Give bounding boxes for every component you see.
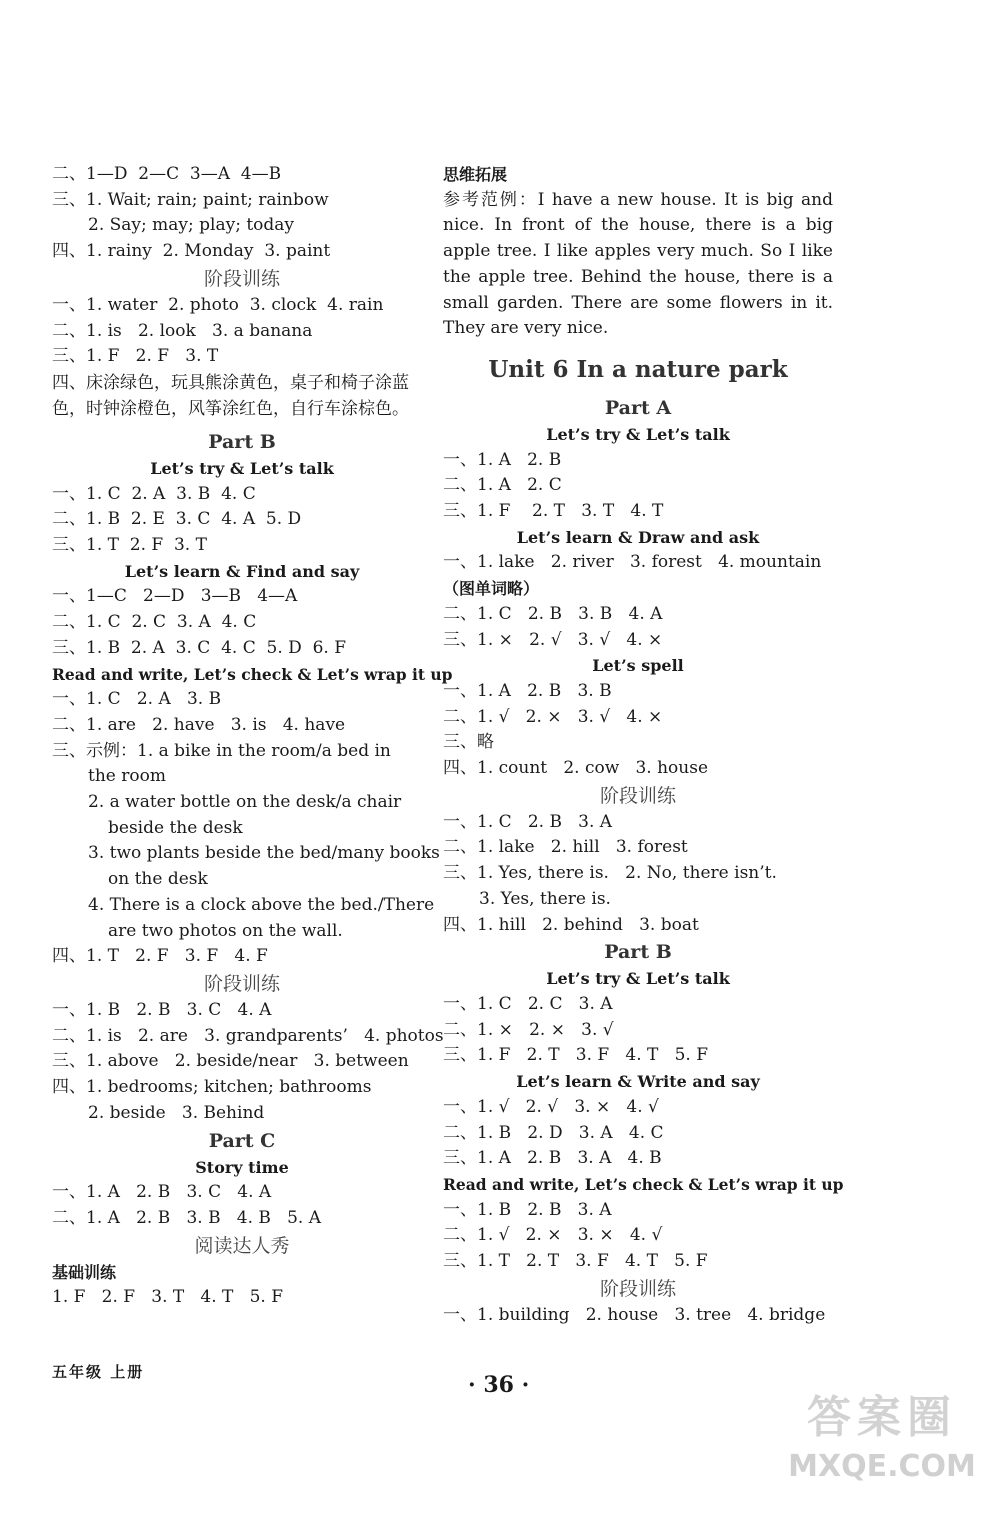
answer-line: 二、1. B 2. D 3. A 4. C xyxy=(443,1122,664,1143)
answer-line: 四、1. bedrooms; kitchen; bathrooms xyxy=(52,1077,372,1098)
answer-line: beside the desk xyxy=(108,817,243,838)
answer-line: 四、1. hill 2. behind 3. boat xyxy=(443,914,699,935)
answer-line: 二、1. A 2. C xyxy=(443,475,562,496)
answer-line: on the desk xyxy=(108,869,208,890)
answer-line: 三、1. F 2. T 3. T 4. T xyxy=(443,501,664,522)
section-heading: Let’s spell xyxy=(592,656,684,676)
grade-label: 五年级 上册 xyxy=(52,1363,145,1381)
answer-line: 三、示例：1. a bike in the room/a bed in xyxy=(52,740,391,761)
answer-line: 三、1. T 2. F 3. T xyxy=(52,535,207,556)
section-heading: Let’s learn & Find and say xyxy=(124,561,360,581)
coloring-answer: 四、床涂绿色，玩具熊涂黄色，桌子和椅子涂蓝色，时钟涂橙色，风筝涂红色，自行车涂棕色。 xyxy=(52,372,409,419)
answer-line: 二、1. lake 2. hill 3. forest xyxy=(443,837,688,858)
right-column xyxy=(443,162,844,1328)
answer-line: 四、1. count 2. cow 3. house xyxy=(443,758,709,779)
answer-line: the room xyxy=(88,766,166,787)
answer-line: 一、1. A 2. B 3. C 4. A xyxy=(52,1182,272,1203)
stage-training-heading: 阶段训练 xyxy=(599,784,676,807)
answer-line: 4. There is a clock above the bed./There xyxy=(88,894,435,915)
part-heading: Part C xyxy=(208,1129,276,1152)
reading-heading: 阅读达人秀 xyxy=(194,1234,290,1257)
answer-line: （图单词略） xyxy=(443,579,540,599)
watermark-url: MXQE.COM xyxy=(788,1449,976,1484)
answer-line: 二、1. are 2. have 3. is 4. have xyxy=(52,714,346,735)
thinking-extension-label: 思维拓展 xyxy=(443,165,508,184)
answer-line: 3. Yes, there is. xyxy=(479,888,611,909)
stage-training-heading: 阶段训练 xyxy=(203,972,280,995)
answer-line: 一、1. C 2. C 3. A xyxy=(443,993,613,1014)
stage-training-heading: 阶段训练 xyxy=(203,267,280,290)
answer-line: 二、1. C 2. C 3. A 4. C xyxy=(52,612,257,633)
answer-line: 2. beside 3. Behind xyxy=(88,1102,265,1123)
answer-line: 一、1. √ 2. √ 3. × 4. √ xyxy=(443,1096,659,1117)
answer-line: 二、1. B 2. E 3. C 4. A 5. D xyxy=(52,509,302,530)
section-heading: Read and write, Let’s check & Let’s wrap it up xyxy=(443,1174,844,1194)
answer-line: 一、1. building 2. house 3. tree 4. bridge xyxy=(443,1304,826,1325)
answer-line: 一、1. C 2. A 3. B 4. C xyxy=(52,483,256,504)
answer-line: 1. F 2. F 3. T 4. T 5. F xyxy=(52,1287,284,1308)
answer-line: 2. Say; may; play; today xyxy=(88,215,295,236)
section-heading: Let’s learn & Write and say xyxy=(516,1072,760,1092)
section-heading: Let’s learn & Draw and ask xyxy=(516,527,760,547)
section-heading: Story time xyxy=(195,1157,289,1177)
answer-line: 一、1. water 2. photo 3. clock 4. rain xyxy=(52,294,384,315)
basic-training-label: 基础训练 xyxy=(52,1262,117,1282)
section-heading: Let’s try & Let’s talk xyxy=(150,458,334,478)
answer-line: 三、1. Wait; rain; paint; rainbow xyxy=(52,189,329,210)
answer-line: 二、1. A 2. B 3. B 4. B 5. A xyxy=(52,1207,321,1228)
answer-line: 一、1. A 2. B xyxy=(443,449,562,470)
answer-line: 一、1. B 2. B 3. C 4. A xyxy=(52,999,272,1020)
answer-line: 三、1. F 2. F 3. T xyxy=(52,346,219,367)
section-heading: Let’s try & Let’s talk xyxy=(546,969,730,989)
answer-line: 四、1. rainy 2. Monday 3. paint xyxy=(52,241,331,262)
answer-line: 三、1. above 2. beside/near 3. between xyxy=(52,1051,409,1072)
answer-line: 二、1. √ 2. × 3. × 4. √ xyxy=(443,1225,663,1246)
answer-line: are two photos on the wall. xyxy=(108,920,343,941)
page-number: · 36 · xyxy=(468,1372,530,1398)
answer-line: 二、1. √ 2. × 3. √ 4. × xyxy=(443,706,663,727)
answer-line: 一、1. B 2. B 3. A xyxy=(443,1199,612,1220)
answer-line: 一、1. lake 2. river 3. forest 4. mountain xyxy=(443,552,822,573)
answer-line: 二、1—D 2—C 3—A 4—B xyxy=(52,164,282,184)
answer-line: 三、1. B 2. A 3. C 4. C 5. D 6. F xyxy=(52,637,346,658)
sample-essay: 参考范例：I have a new house. It is big and nice. In front of the house, there is a big apple tree. I like apples very much. So I like the apple tree. Behind the house, there is a small garden. There are some flowers in it. They are very nice. xyxy=(443,189,833,339)
answer-line: 一、1. C 2. B 3. A xyxy=(443,811,613,832)
part-heading: Part B xyxy=(208,430,276,453)
answer-line: 一、1. C 2. A 3. B xyxy=(52,689,222,710)
answer-line: 一、1. A 2. B 3. B xyxy=(443,680,612,701)
answer-line: 2. a water bottle on the desk/a chair xyxy=(88,792,402,813)
section-heading: Read and write, Let’s check & Let’s wrap it up xyxy=(52,664,453,684)
answer-line: 二、1. is 2. look 3. a banana xyxy=(52,320,313,341)
answer-line: 二、1. × 2. × 3. √ xyxy=(443,1019,614,1040)
answer-line: 二、1. is 2. are 3. grandparents’ 4. photos xyxy=(52,1025,444,1046)
answer-line: 四、1. T 2. F 3. F 4. F xyxy=(52,946,268,967)
answer-line: 三、1. A 2. B 3. A 4. B xyxy=(443,1148,662,1169)
answer-line: 三、1. T 2. T 3. F 4. T 5. F xyxy=(443,1251,708,1272)
watermark-logo: 答案圈 xyxy=(807,1392,957,1443)
unit-title: Unit 6 In a nature park xyxy=(488,355,788,383)
watermark xyxy=(782,1381,982,1501)
stage-training-heading: 阶段训练 xyxy=(599,1277,676,1300)
answer-line: 三、1. F 2. T 3. F 4. T 5. F xyxy=(443,1045,709,1066)
part-heading: Part A xyxy=(604,396,672,419)
answer-line: 一、1—C 2—D 3—B 4—A xyxy=(52,586,298,607)
answer-line: 二、1. C 2. B 3. B 4. A xyxy=(443,603,663,624)
answer-line: 3. two plants beside the bed/many books xyxy=(88,843,440,864)
part-heading: Part B xyxy=(604,941,672,964)
section-heading: Let’s try & Let’s talk xyxy=(546,424,730,444)
answer-line: 三、略 xyxy=(443,732,494,753)
left-column xyxy=(52,162,453,1311)
answer-line: 三、1. Yes, there is. 2. No, there isn’t. xyxy=(443,863,777,884)
answer-line: 三、1. × 2. √ 3. √ 4. × xyxy=(443,629,663,650)
